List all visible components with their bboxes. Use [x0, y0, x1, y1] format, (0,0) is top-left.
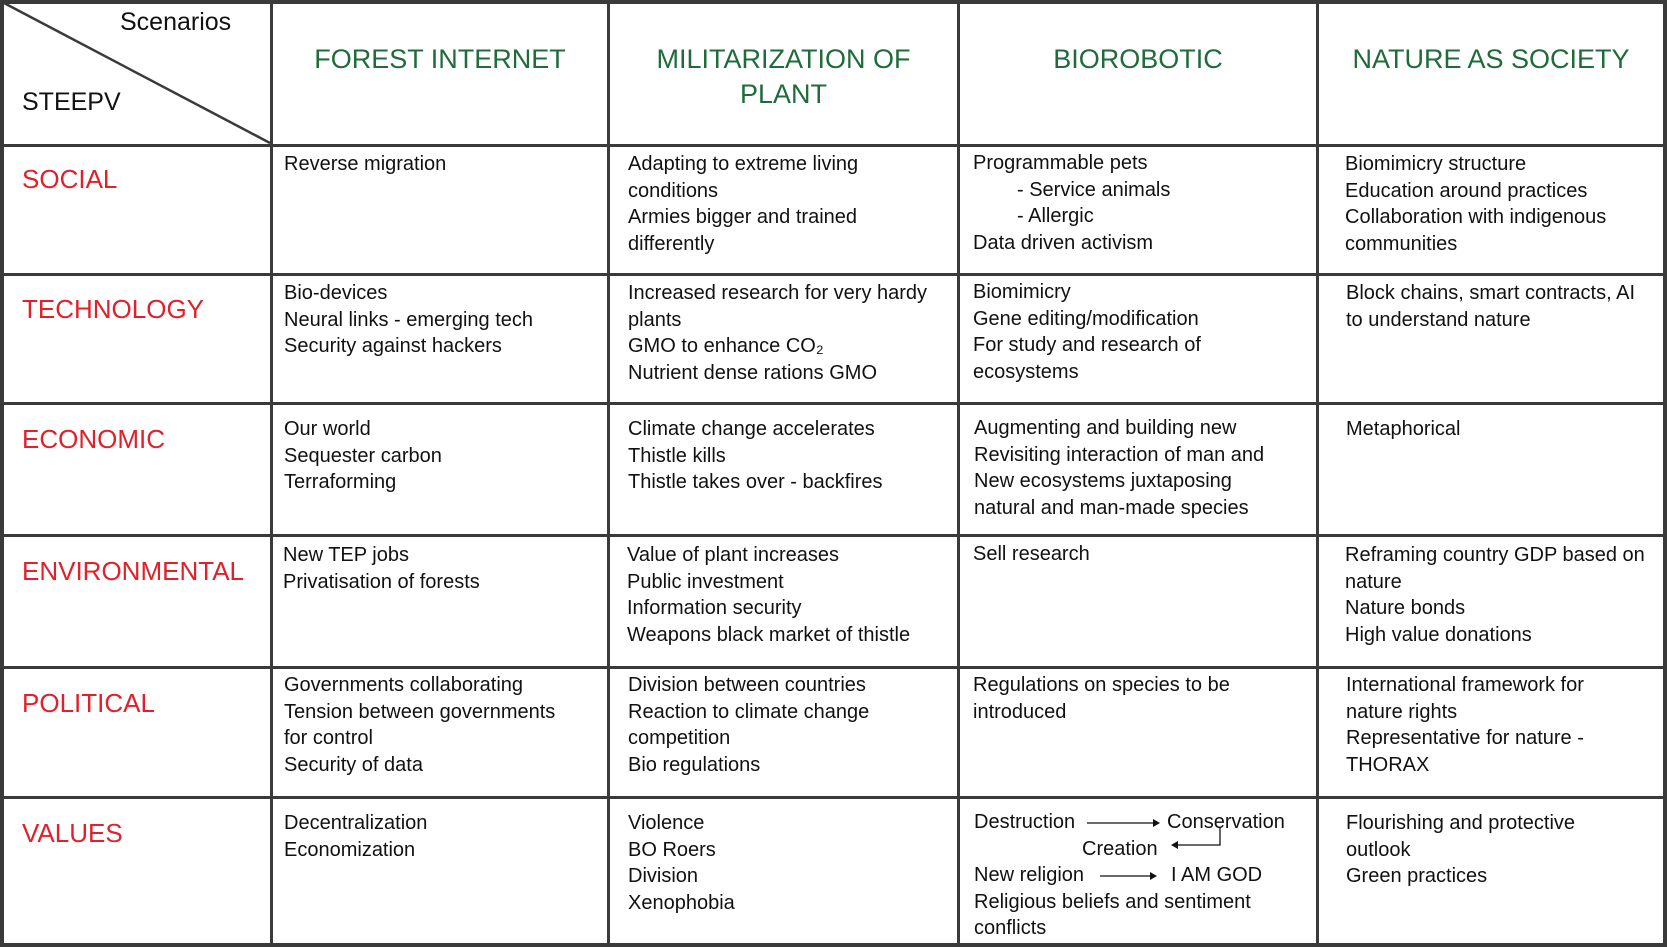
cell-line: Bio-devices [284, 282, 388, 304]
cell-social-nature-as-society [1345, 151, 1606, 257]
cell-line: BO Roers [628, 838, 716, 861]
cell-social-forest-internet [284, 151, 446, 178]
cell-technology-forest-internet [284, 280, 533, 360]
cell-economic-militarization [628, 416, 883, 496]
column-header-militarization [610, 42, 957, 112]
column-header-line: MILITARIZATION OF [656, 44, 911, 74]
cell-line: Bio regulations [628, 753, 761, 776]
column-header-nature-as-society [1319, 42, 1663, 77]
cell-line: Climate change accelerates [628, 418, 875, 440]
cell-line: Programmable pets [973, 152, 1148, 174]
cell-line: Reverse migration [284, 153, 447, 175]
cell-line: Neural links - emerging tech [284, 308, 533, 331]
cell-economic-nature-as-society [1346, 416, 1461, 443]
cell-environmental-biorobotic [973, 541, 1090, 568]
cell-line: Regulations on species to be [973, 674, 1230, 696]
cell-line: Gene editing/modification [973, 307, 1199, 330]
cell-line: Metaphorical [1346, 418, 1461, 440]
col-divider-3 [957, 0, 960, 947]
cell-line: Biomimicry [973, 281, 1071, 303]
cell-political-biorobotic [973, 672, 1230, 725]
cell-line: Privatisation of forests [283, 570, 480, 593]
cell-line: Reframing country GDP based on [1345, 544, 1645, 566]
cell-line: Collaboration with indigenous [1345, 206, 1607, 228]
cell-line: Governments collaborating [284, 674, 524, 696]
column-header-line: NATURE AS SOCIETY [1352, 44, 1630, 74]
cell-line: Violence [628, 812, 705, 834]
cell-line: Nutrient dense rations GMO [628, 361, 877, 384]
cell-line: New ecosystems juxtaposing [974, 470, 1232, 492]
column-header-line: BIOROBOTIC [1053, 44, 1223, 74]
cell-line: conditions [628, 179, 719, 202]
cell-line: introduced [973, 700, 1067, 723]
cell-line: natural and man-made species [974, 496, 1249, 519]
row-label-social: SOCIAL [22, 164, 118, 194]
cell-environmental-forest-internet [283, 542, 480, 595]
return-arrow-icon [1170, 827, 1226, 851]
col-divider-4 [1316, 0, 1319, 947]
cell-line: differently [628, 232, 715, 255]
cell-line: Flourishing and protective [1346, 812, 1576, 834]
cell-line: Security of data [284, 753, 423, 776]
row-divider-2 [0, 273, 1667, 276]
row-label-values: VALUES [22, 818, 123, 848]
cell-line: Thistle takes over - backfires [628, 471, 883, 493]
new-religion-text: New religion [974, 864, 1085, 886]
cell-line: Security against hackers [284, 335, 502, 357]
border-bottom [0, 943, 1667, 947]
cell-line: Block chains, smart contracts, AI [1346, 282, 1635, 304]
cell-line: Division [628, 865, 699, 887]
cell-line: Nature bonds [1345, 597, 1466, 619]
cell-line: Data driven activism [973, 231, 1154, 254]
cell-line: THORAX [1346, 753, 1430, 776]
cell-line: Xenophobia [628, 891, 735, 914]
cell-line: Information security [627, 597, 802, 619]
column-header-line: PLANT [739, 79, 828, 109]
cell-line: Representative for nature - [1346, 727, 1584, 749]
creation-row [974, 836, 1314, 863]
cell-economic-biorobotic [974, 415, 1264, 521]
cell-technology-nature-as-society [1346, 280, 1635, 333]
column-header-forest-internet [273, 42, 607, 77]
arrow-right-icon [1087, 817, 1161, 829]
cell-line: Public investment [627, 570, 784, 593]
row-divider-4 [0, 534, 1667, 537]
cell-line: Decentralization [284, 812, 428, 834]
cell-line: Green practices [1346, 865, 1488, 887]
cell-values-biorobotic [974, 809, 1314, 942]
cell-line: Thistle kills [628, 444, 726, 467]
creation-text: Creation [1082, 837, 1158, 860]
cell-values-militarization [628, 810, 735, 916]
cell-line: Education around practices [1345, 179, 1588, 202]
column-header-line: FOREST INTERNET [314, 44, 566, 74]
cell-line: New TEP jobs [283, 544, 409, 566]
arrow-right-icon [1100, 870, 1158, 882]
cell-line: Terraforming [284, 471, 397, 493]
cell-values-nature-as-society [1346, 810, 1575, 890]
cell-line: conflicts [974, 917, 1047, 939]
row-divider-6 [0, 796, 1667, 799]
cell-line: Increased research for very hardy [628, 282, 928, 304]
row-label-environmental: ENVIRONMENTAL [22, 556, 244, 586]
cell-line: plants [628, 308, 682, 331]
cell-line: Sell research [973, 543, 1090, 565]
cell-line: Value of plant increases [627, 544, 839, 566]
new-religion-row [974, 862, 1314, 889]
cell-line: Division between countries [628, 674, 866, 696]
cell-environmental-nature-as-society [1345, 542, 1645, 648]
cell-social-biorobotic [973, 150, 1170, 256]
cell-line: - Allergic [1017, 205, 1094, 227]
i-am-god-text: I AM GOD [1171, 864, 1263, 886]
cell-values-forest-internet [284, 810, 427, 863]
cell-line: For study and research of [973, 334, 1201, 356]
cell-line: Adapting to extreme living [628, 153, 859, 175]
row-label-economic: ECONOMIC [22, 424, 165, 454]
cell-technology-biorobotic [973, 279, 1201, 385]
cell-line: Armies bigger and trained [628, 206, 858, 228]
cell-line: Sequester carbon [284, 444, 442, 467]
border-right [1663, 0, 1667, 947]
cell-line: competition [628, 727, 731, 749]
cell-economic-forest-internet [284, 416, 442, 496]
corner-label-steepv: STEEPV [22, 88, 121, 116]
cell-line: High value donations [1345, 623, 1532, 646]
cell-line: outlook [1346, 838, 1411, 861]
cell-line: to understand nature [1346, 308, 1531, 331]
conservation-text: Conservation [1167, 811, 1285, 833]
cell-line: ecosystems [973, 360, 1079, 383]
row-label-political: POLITICAL [22, 688, 155, 718]
cell-line: GMO to enhance CO₂ [628, 335, 824, 357]
cell-line: Revisiting interaction of man and [974, 443, 1265, 466]
cell-political-nature-as-society [1346, 672, 1584, 778]
cell-line: - Service animals [1017, 178, 1171, 201]
cell-line: Augmenting and building new [974, 417, 1237, 439]
cell-line: Our world [284, 418, 371, 440]
row-label-technology: TECHNOLOGY [22, 294, 205, 324]
cell-social-militarization [628, 151, 858, 257]
cell-line: for control [284, 727, 373, 749]
cell-line: Tension between governments [284, 700, 556, 723]
cell-line: nature rights [1346, 700, 1458, 723]
cell-environmental-militarization [627, 542, 910, 648]
row-divider-5 [0, 666, 1667, 669]
cell-line: Reaction to climate change [628, 700, 870, 723]
cell-political-militarization [628, 672, 869, 778]
cell-line: Biomimicry structure [1345, 153, 1527, 175]
row-divider-3 [0, 402, 1667, 405]
corner-label-scenarios: Scenarios [120, 8, 232, 36]
cell-line: International framework for [1346, 674, 1584, 696]
destruction-conservation-row [974, 809, 1314, 836]
cell-line: Weapons black market of thistle [627, 623, 911, 646]
cell-line: communities [1345, 232, 1458, 255]
destruction-text: Destruction [974, 811, 1076, 833]
cell-line: Religious beliefs and sentiment [974, 890, 1251, 913]
cell-line: nature [1345, 570, 1402, 593]
column-header-biorobotic [960, 42, 1316, 77]
col-divider-2 [607, 0, 610, 947]
cell-technology-militarization [628, 280, 927, 386]
cell-line: Economization [284, 838, 416, 861]
cell-political-forest-internet [284, 672, 555, 778]
